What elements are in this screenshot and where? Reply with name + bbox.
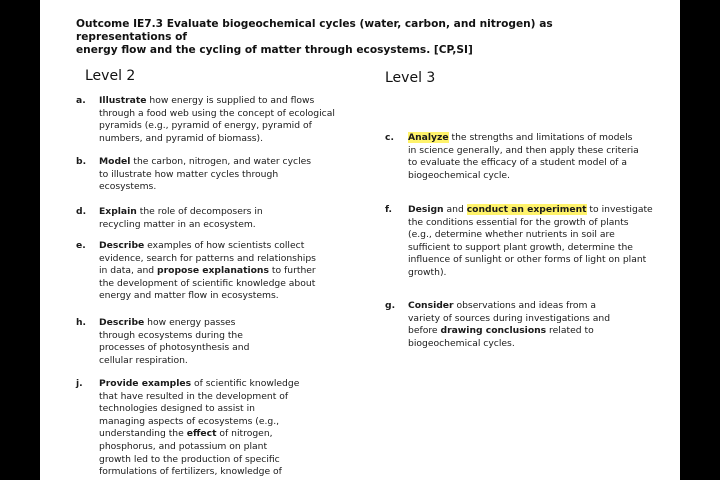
item-text: biogeochemical cycle.	[408, 169, 510, 181]
item-letter: j.	[76, 378, 83, 389]
item-text: how energy is supplied to and flows	[146, 95, 315, 106]
item-text: related to	[546, 325, 594, 337]
item-verb: Illustrate	[99, 95, 147, 106]
item-text: biogeochemical cycles.	[408, 337, 515, 349]
item-text: of scientific knowledge	[191, 378, 300, 389]
item-letter: f.	[385, 204, 392, 215]
item-text: energy and matter flow in ecosystems.	[99, 290, 279, 302]
item-verb-highlighted: conduct an experiment	[466, 204, 587, 215]
item-letter: b.	[76, 156, 87, 167]
item-text: growth).	[408, 266, 447, 278]
item-text: pyramids (e.g., pyramid of energy, pyramid of	[99, 120, 312, 132]
item-text: recycling matter in an ecosystem.	[99, 218, 256, 230]
item-text: ecosystems.	[99, 181, 157, 193]
item-text: to further	[268, 265, 316, 277]
item-text: processes of photosynthesis and	[99, 342, 250, 354]
item-text: of nitrogen,	[216, 428, 273, 440]
item-text: phosphorus, and potassium on plant	[99, 440, 268, 452]
item-verb: Design	[408, 204, 444, 215]
item-key-verb: effect	[186, 428, 217, 440]
item-letter: h.	[76, 317, 87, 328]
item-text: cellular respiration.	[99, 354, 188, 366]
item-text: the development of scientific knowledge about	[99, 277, 316, 289]
item-text: to evaluate the efficacy of a student model of a	[408, 157, 627, 169]
item-verb: Provide examples	[99, 378, 192, 389]
item-text: managing aspects of ecosystems (e.g.,	[99, 415, 280, 427]
item-text: evidence, search for patterns and relationships	[99, 252, 316, 264]
level-3-title: Level 3	[385, 70, 436, 86]
item-text: and	[443, 204, 467, 215]
item-verb: Describe	[99, 240, 145, 251]
outcome-heading	[76, 18, 636, 57]
item-text: to investigate	[586, 204, 653, 215]
item-verb: Describe	[99, 317, 145, 328]
item-text: that have resulted in the development of	[99, 390, 289, 402]
item-letter: c.	[385, 132, 394, 143]
item-letter: d.	[76, 206, 87, 217]
item-text: how energy passes	[144, 317, 236, 328]
item-text: understanding the	[99, 428, 187, 440]
item-verb: Model	[99, 156, 131, 167]
item-text: (e.g., determine whether nutrients in soil are	[408, 229, 615, 241]
heading-line-1: Outcome IE7.3 Evaluate biogeochemical cycles (water, carbon, and nitrogen) as representations of	[76, 18, 553, 43]
item-text: the conditions essential for the growth of plants	[408, 216, 629, 228]
item-verb-highlighted: Analyze	[408, 132, 449, 143]
level-2-title: Level 2	[85, 68, 136, 84]
item-text: through ecosystems during the	[99, 329, 243, 341]
item-text: observations and ideas from a	[453, 300, 597, 311]
item-verb: Explain	[99, 206, 137, 217]
item-text: growth led to the production of specific	[99, 453, 280, 465]
item-text: to illustrate how matter cycles through	[99, 168, 279, 180]
item-key-verb: drawing conclusions	[440, 325, 547, 337]
item-text: numbers, and pyramid of biomass).	[99, 132, 264, 144]
item-text: through a food web using the concept of ecological	[99, 107, 335, 119]
item-text: the carbon, nitrogen, and water cycles	[130, 156, 312, 167]
item-text: before	[408, 325, 441, 337]
item-text: in data, and	[99, 265, 158, 277]
item-text: the strengths and limitations of models	[448, 132, 633, 143]
item-verb: Consider	[408, 300, 454, 311]
item-letter: e.	[76, 240, 86, 251]
item-text: examples of how scientists collect	[144, 240, 305, 251]
item-letter: a.	[76, 95, 86, 106]
item-text: in science generally, and then apply these criteria	[408, 144, 639, 156]
item-text: influence of sunlight or other forms of light on plant	[408, 254, 647, 266]
item-letter: g.	[385, 300, 396, 311]
item-text: sufficient to support plant growth, determine the	[408, 241, 633, 253]
item-key-verb: propose explanations	[157, 265, 269, 277]
heading-line-2: energy flow and the cycling of matter through ecosystems. [CP,SI]	[76, 44, 473, 56]
item-text: the role of decomposers in	[136, 206, 263, 217]
item-text: formulations of fertilizers, knowledge of	[99, 466, 282, 478]
item-text: technologies designed to assist in	[99, 403, 255, 415]
item-text: variety of sources during investigations and	[408, 312, 611, 324]
document-page	[40, 0, 680, 480]
